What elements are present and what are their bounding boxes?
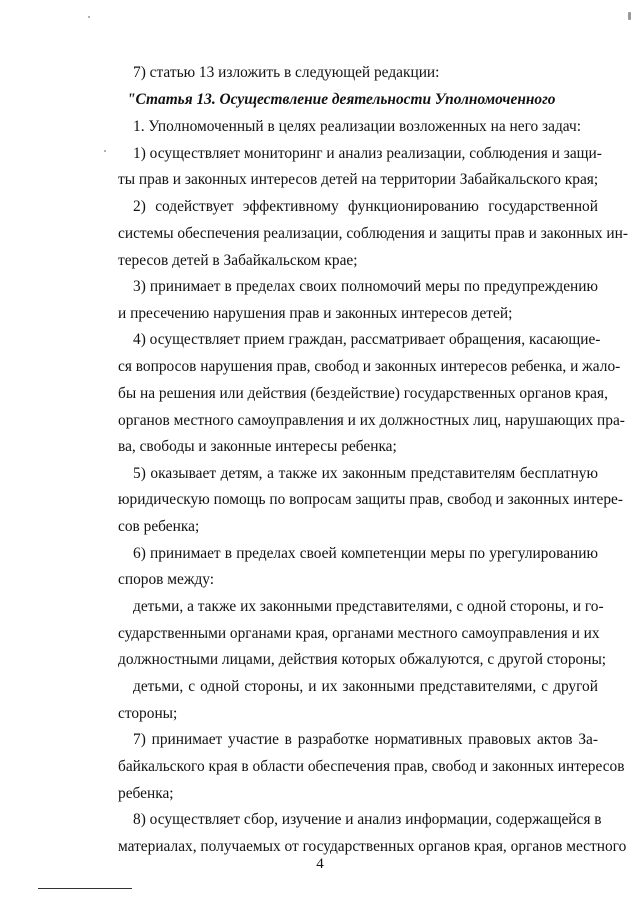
scan-speck [88, 16, 90, 18]
text-line: стороны; [118, 705, 178, 722]
text-line: 7) принимает участие в разработке нормативных правовых актов За- [133, 731, 598, 748]
text-line: ребенка; [118, 785, 174, 802]
text-line: бы на решения или действия (бездействие) государственных органов края, [118, 385, 608, 402]
text-line: 8) осуществляет сбор, изучение и анализ информации, содержащейся в [133, 811, 602, 828]
text-line: 4) осуществляет прием граждан, рассматривает обращения, касающие- [133, 331, 601, 348]
scan-speck [628, 12, 631, 20]
text-line: 7) статью 13 изложить в следующей редакции: [133, 64, 440, 81]
text-line: детьми, с одной стороны, и их законными представителями, с другой [133, 678, 598, 695]
text-line: детьми, а также их законными представителями, с одной стороны, и го- [133, 598, 604, 615]
text-line: 6) принимает в пределах своей компетенции меры по урегулированию [133, 545, 598, 562]
text-line: юридическую помощь по вопросам защиты прав, свобод и законных интере- [118, 491, 623, 508]
text-line: 3) принимает в пределах своих полномочий меры по предупреждению [133, 278, 598, 295]
text-line: органов местного самоуправления и их должностных лиц, нарушающих пра- [118, 412, 625, 429]
text-line: материалах, получаемых от государственных органов края, органов местного [118, 838, 627, 855]
page-number: 4 [316, 856, 324, 872]
text-line: и пресечению нарушения прав и законных интересов детей; [118, 305, 513, 322]
article-title: "Статья 13. Осуществление деятельности Уполномоченного [127, 91, 556, 108]
text-line: 5) оказывает детям, а также их законным представителям бесплатную [133, 465, 598, 482]
text-line: тересов детей в Забайкальском крае; [118, 252, 358, 269]
text-line: сударственными органами края, органами местного самоуправления и их [118, 625, 600, 642]
text-line: споров между: [118, 571, 215, 588]
text-line: 1. Уполномоченный в целях реализации возложенных на него задач: [133, 118, 582, 135]
text-line: сов ребенка; [118, 518, 200, 535]
text-line: ся вопросов нарушения прав, свобод и законных интересов ребенка, и жало- [118, 358, 621, 375]
footer-rule [38, 888, 132, 889]
text-line: должностными лицами, действия которых обжалуются, с другой стороны; [118, 651, 607, 668]
text-line: ты прав и законных интересов детей на территории Забайкальского края; [118, 171, 599, 188]
text-line: байкальского края в области обеспечения прав, свобод и законных интересов [118, 758, 625, 775]
text-line: 2) содействует эффективному функционированию государственной [133, 198, 598, 215]
text-line: ва, свободы и законные интересы ребенка; [118, 438, 397, 455]
text-line: системы обеспечения реализации, соблюдения и защиты прав и законных ин- [118, 225, 628, 242]
text-line: 1) осуществляет мониторинг и анализ реализации, соблюдения и защи- [133, 145, 602, 162]
scan-speck [104, 150, 106, 152]
